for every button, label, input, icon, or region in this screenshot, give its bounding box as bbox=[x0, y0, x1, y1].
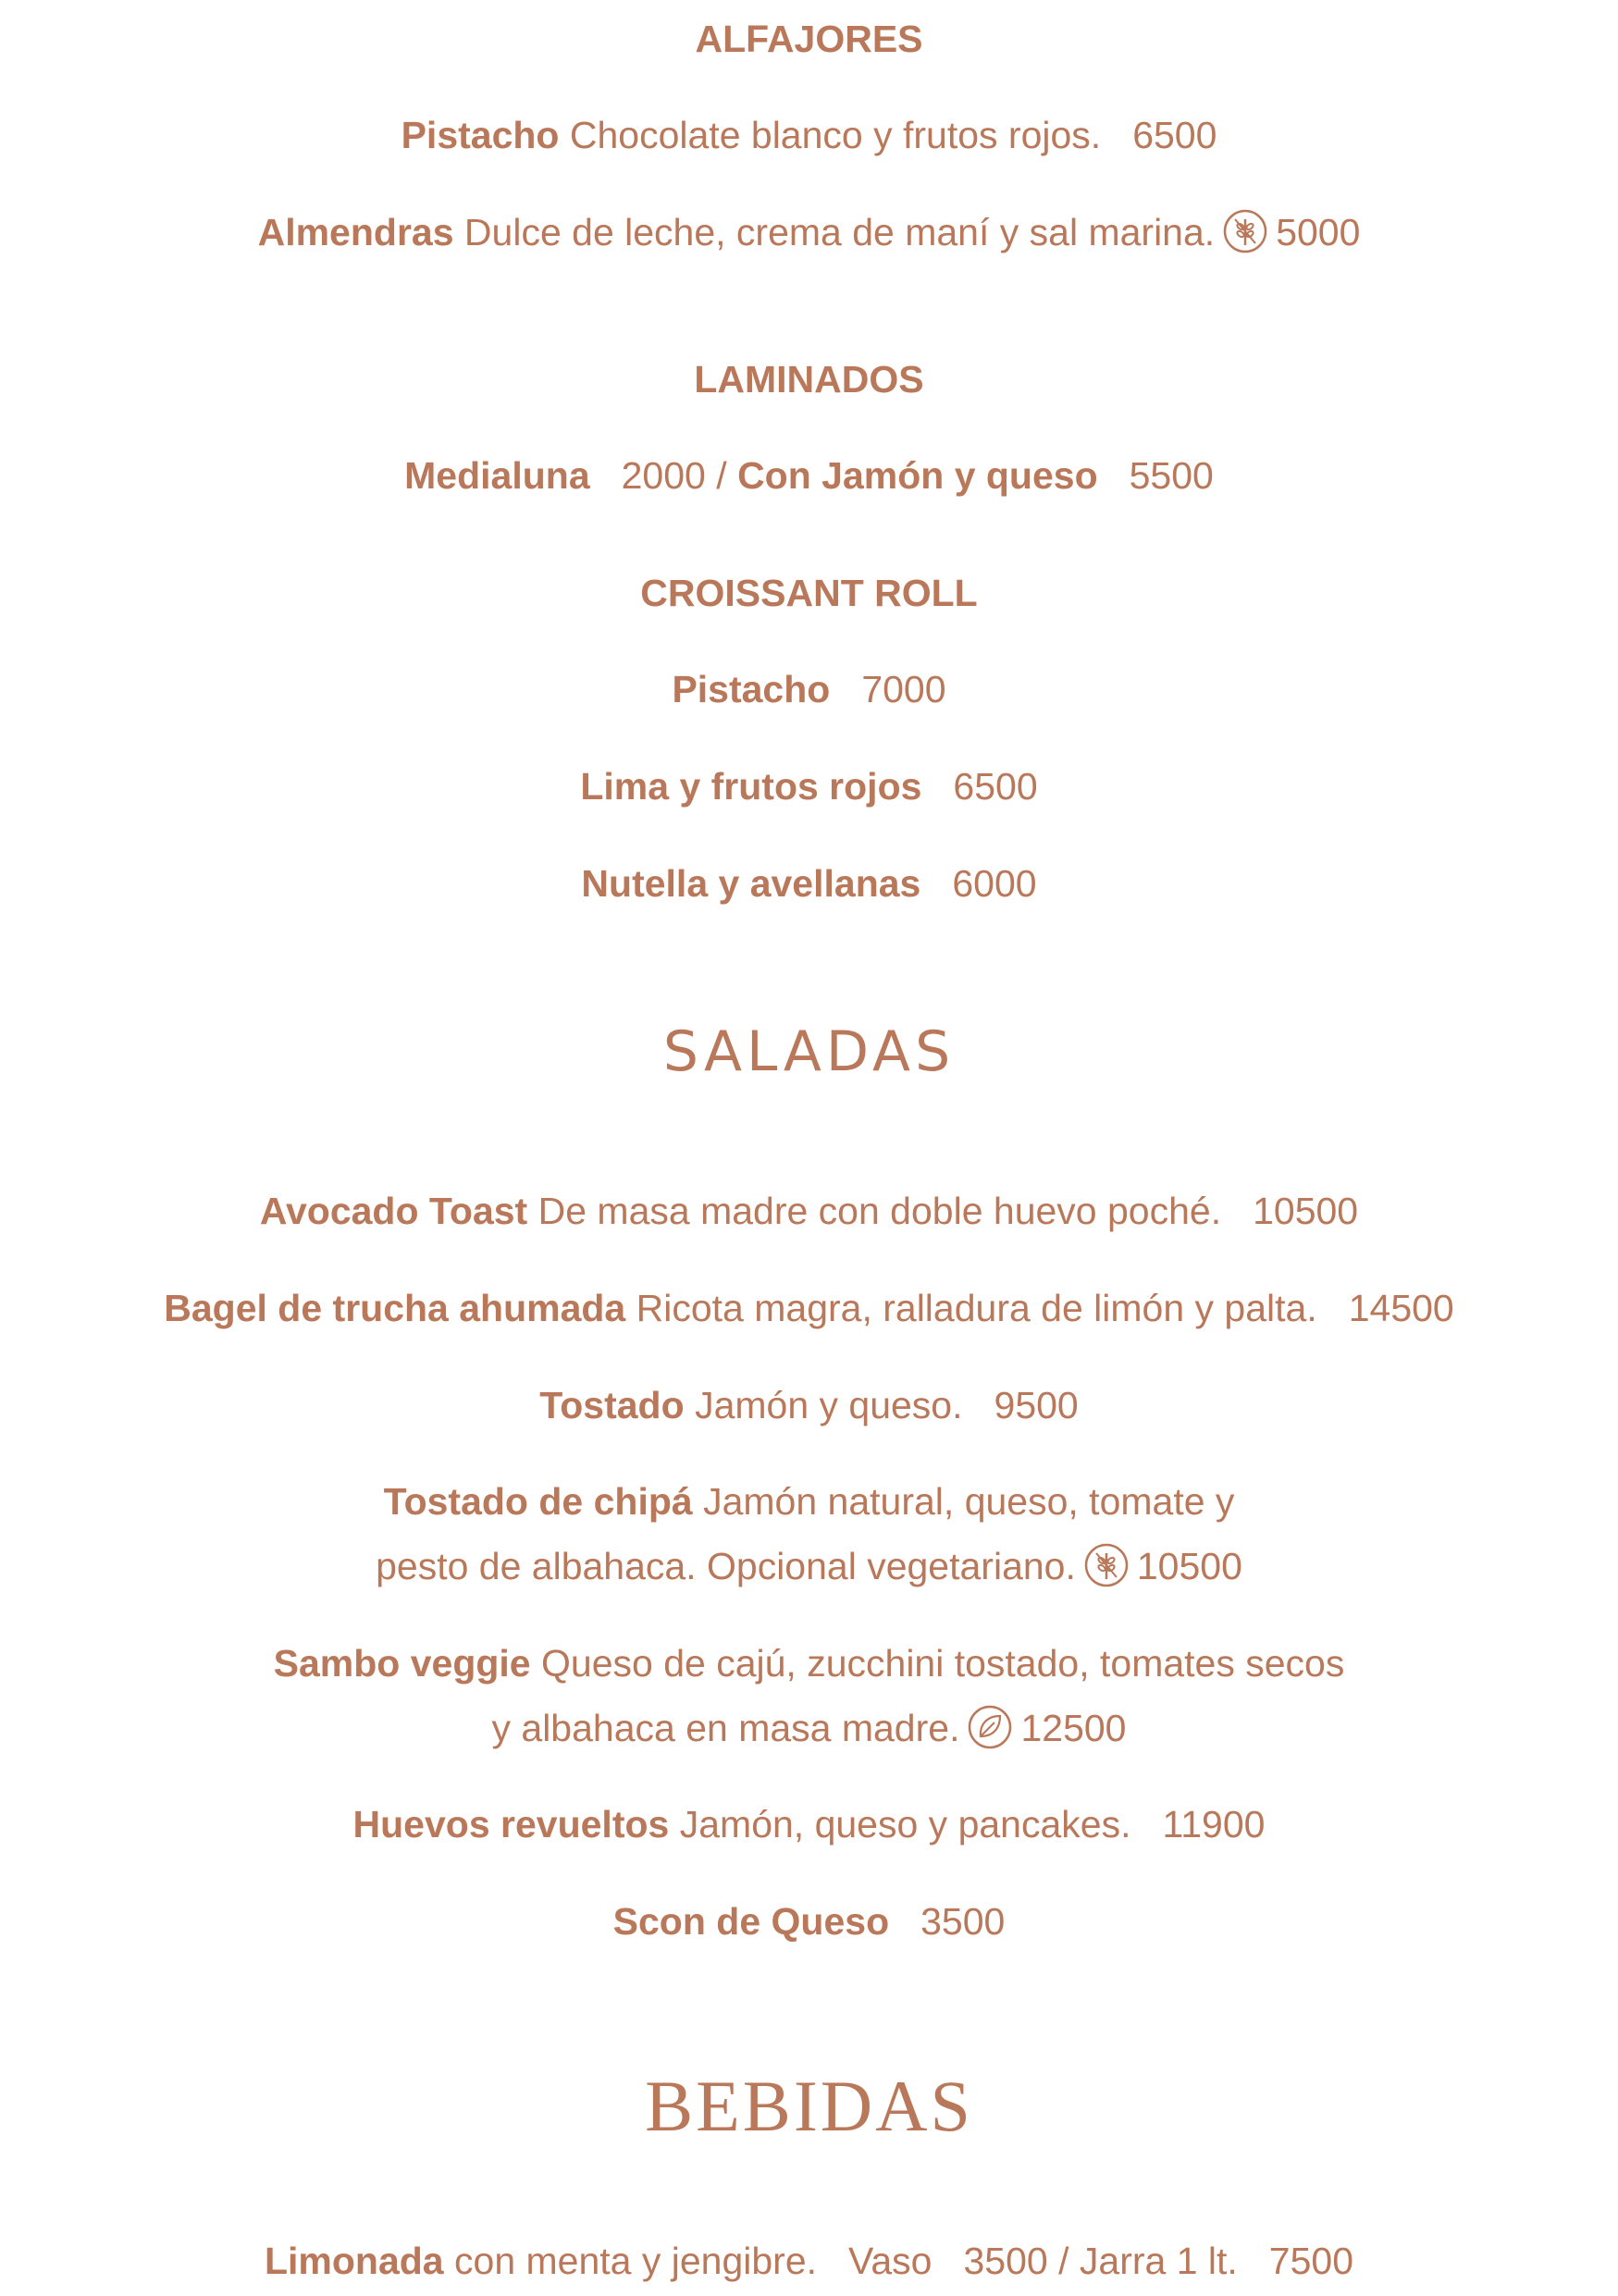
item-price: 10500 bbox=[1136, 1545, 1242, 1587]
menu-item bbox=[0, 1636, 1618, 1691]
item-size: Jarra 1 lt. bbox=[1079, 2240, 1238, 2282]
gluten-free-icon bbox=[1083, 1542, 1130, 1588]
item-name: Sambo veggie bbox=[273, 1642, 531, 1685]
item-description: Queso de cajú, zucchini tostado, tomates secos bbox=[541, 1642, 1345, 1685]
menu-item bbox=[0, 2233, 1618, 2289]
menu-item bbox=[0, 1474, 1618, 1529]
section-title-saladas: SALADAS bbox=[662, 1019, 956, 1084]
item-price: 12500 bbox=[1020, 1707, 1127, 1749]
item-description: Jamón natural, queso, tomate y bbox=[703, 1480, 1235, 1523]
item-description: De masa madre con doble huevo poché. bbox=[537, 1190, 1222, 1232]
menu-item bbox=[0, 759, 1618, 814]
item-name: Huevos revueltos bbox=[352, 1803, 670, 1845]
section-heading-croissant-roll: CROISSANT ROLL bbox=[640, 572, 978, 614]
menu-item bbox=[0, 1894, 1618, 1949]
menu-item bbox=[0, 1377, 1618, 1433]
item-price: 14500 bbox=[1348, 1287, 1454, 1329]
price-separator: / bbox=[1058, 2240, 1069, 2282]
item-description: Jamón, queso y pancakes. bbox=[679, 1803, 1131, 1845]
item-name: Lima y frutos rojos bbox=[580, 765, 922, 808]
menu-item bbox=[0, 1280, 1618, 1336]
menu-item bbox=[0, 856, 1618, 911]
item-price: 2000 bbox=[621, 454, 706, 497]
item-price: 7500 bbox=[1268, 2240, 1354, 2282]
item-name: Con Jamón y queso bbox=[737, 454, 1098, 497]
item-name: Avocado Toast bbox=[259, 1190, 528, 1232]
item-price: 3500 bbox=[963, 2240, 1048, 2282]
item-description: con menta y jengibre. bbox=[454, 2240, 818, 2282]
item-name: Scon de Queso bbox=[612, 1900, 890, 1943]
item-name: Tostado de chipá bbox=[383, 1480, 693, 1523]
section-title-bebidas: BEBIDAS bbox=[645, 2066, 973, 2146]
gluten-free-icon bbox=[1222, 208, 1268, 254]
price-separator: / bbox=[716, 454, 727, 497]
item-size: Vaso bbox=[848, 2240, 933, 2282]
item-price: 6000 bbox=[952, 862, 1037, 905]
item-price: 7000 bbox=[861, 668, 946, 710]
item-price: 6500 bbox=[953, 765, 1038, 808]
item-price: 3500 bbox=[920, 1900, 1006, 1943]
item-description: Chocolate blanco y frutos rojos. bbox=[569, 114, 1102, 156]
section-heading-alfajores: ALFAJORES bbox=[695, 18, 923, 60]
item-name: Tostado bbox=[539, 1384, 685, 1426]
item-price: 6500 bbox=[1132, 114, 1217, 156]
menu-item bbox=[0, 661, 1618, 717]
section-heading-laminados: LAMINADOS bbox=[694, 358, 924, 401]
item-name: Pistacho bbox=[672, 668, 831, 710]
item-name: Almendras bbox=[257, 211, 454, 253]
menu-item bbox=[0, 107, 1618, 163]
vegan-leaf-icon bbox=[967, 1704, 1013, 1750]
menu-item-continued bbox=[0, 1700, 1618, 1756]
item-description: pesto de albahaca. Opcional vegetariano. bbox=[376, 1545, 1076, 1587]
item-price: 5000 bbox=[1276, 211, 1361, 253]
item-name: Medialuna bbox=[404, 454, 590, 497]
item-price: 11900 bbox=[1162, 1803, 1266, 1845]
menu-item-continued bbox=[0, 1538, 1618, 1594]
menu-item bbox=[0, 204, 1618, 260]
menu-item bbox=[0, 1183, 1618, 1239]
item-price: 5500 bbox=[1129, 454, 1214, 497]
item-name: Limonada bbox=[264, 2240, 444, 2282]
menu-item bbox=[0, 448, 1618, 503]
item-price: 9500 bbox=[994, 1384, 1079, 1426]
item-description: Dulce de leche, crema de maní y sal marina. bbox=[463, 211, 1216, 253]
menu-item bbox=[0, 1796, 1618, 1852]
item-name: Bagel de trucha ahumada bbox=[164, 1287, 626, 1329]
item-name: Nutella y avellanas bbox=[581, 862, 921, 905]
item-description: y albahaca en masa madre. bbox=[491, 1707, 960, 1749]
item-description: Jamón y queso. bbox=[695, 1384, 963, 1426]
item-description: Ricota magra, ralladura de limón y palta. bbox=[636, 1287, 1317, 1329]
item-price: 10500 bbox=[1253, 1190, 1359, 1232]
item-name: Pistacho bbox=[401, 114, 560, 156]
